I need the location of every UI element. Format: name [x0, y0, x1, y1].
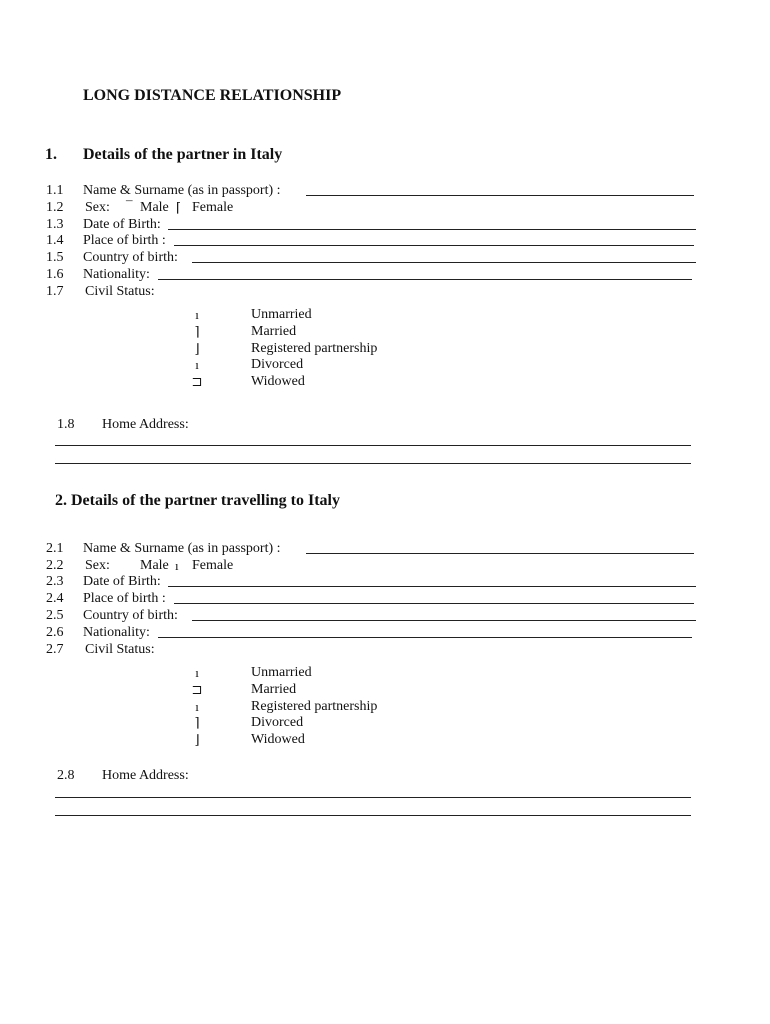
married-option: Married: [251, 682, 297, 697]
field-number: 1.4: [46, 233, 64, 248]
home-address-label: Home Address:: [102, 417, 189, 432]
civil-status-label: Civil Status:: [85, 642, 155, 657]
civil-status-label: Civil Status:: [85, 284, 155, 299]
home-address-field-line-2[interactable]: [55, 463, 691, 464]
sex-label: Sex:: [85, 200, 110, 215]
registered-partnership-option: Registered partnership: [251, 699, 378, 714]
unmarried-option: Unmarried: [251, 665, 312, 680]
sex-label: Sex:: [85, 558, 110, 573]
divorced-checkbox[interactable]: ⌉: [194, 715, 200, 730]
male-option-label: Male: [140, 200, 169, 215]
field-number: 2.4: [46, 591, 64, 606]
female-checkbox[interactable]: ı: [175, 558, 179, 573]
male-option-label: Male: [140, 558, 169, 573]
name-surname-field[interactable]: [306, 195, 694, 196]
field-number: 1.1: [46, 183, 64, 198]
place-of-birth-label: Place of birth :: [83, 591, 166, 606]
date-of-birth-label: Date of Birth:: [83, 574, 161, 589]
married-checkbox[interactable]: ⌉: [194, 324, 200, 339]
country-of-birth-field[interactable]: [192, 620, 696, 621]
field-number: 1.7: [46, 284, 64, 299]
nationality-field[interactable]: [158, 279, 692, 280]
field-number: 2.3: [46, 574, 64, 589]
name-surname-label: Name & Surname (as in passport) :: [83, 541, 281, 556]
field-number: 1.6: [46, 267, 64, 282]
female-option-label: Female: [192, 558, 234, 573]
home-address-field-line-1[interactable]: [55, 445, 691, 446]
field-number: 1.8: [57, 417, 75, 432]
field-number: 1.3: [46, 217, 64, 232]
married-option: Married: [251, 324, 297, 339]
home-address-field-line-1[interactable]: [55, 797, 691, 798]
section-1-number: 1.: [45, 146, 57, 163]
name-surname-field[interactable]: [306, 553, 694, 554]
nationality-field[interactable]: [158, 637, 692, 638]
date-of-birth-field[interactable]: [168, 586, 696, 587]
nationality-label: Nationality:: [83, 625, 150, 640]
widowed-option: Widowed: [251, 732, 305, 747]
male-checkbox[interactable]: ¯: [126, 198, 133, 213]
field-number: 2.6: [46, 625, 64, 640]
country-of-birth-label: Country of birth:: [83, 608, 178, 623]
home-address-field-line-2[interactable]: [55, 815, 691, 816]
date-of-birth-label: Date of Birth:: [83, 217, 161, 232]
country-of-birth-field[interactable]: [192, 262, 696, 263]
country-of-birth-label: Country of birth:: [83, 250, 178, 265]
unmarried-checkbox[interactable]: ı: [195, 307, 199, 322]
divorced-checkbox[interactable]: ı: [195, 357, 199, 372]
section-1-heading: Details of the partner in Italy: [83, 146, 283, 163]
field-number: 2.2: [46, 558, 64, 573]
place-of-birth-field[interactable]: [174, 603, 694, 604]
field-number: 1.5: [46, 250, 64, 265]
unmarried-checkbox[interactable]: ı: [195, 665, 199, 680]
home-address-label: Home Address:: [102, 768, 189, 783]
registered-partnership-checkbox[interactable]: ⌋: [194, 341, 200, 356]
field-number: 1.2: [46, 200, 64, 215]
widowed-checkbox[interactable]: ⌋: [194, 732, 200, 747]
form-title: LONG DISTANCE RELATIONSHIP: [83, 87, 342, 104]
unmarried-option: Unmarried: [251, 307, 312, 322]
married-checkbox[interactable]: ⊐: [191, 682, 203, 697]
date-of-birth-field[interactable]: [168, 229, 696, 230]
widowed-option: Widowed: [251, 374, 305, 389]
female-checkbox[interactable]: ⌈: [176, 200, 182, 215]
nationality-label: Nationality:: [83, 267, 150, 282]
divorced-option: Divorced: [251, 357, 304, 372]
divorced-option: Divorced: [251, 715, 304, 730]
widowed-checkbox[interactable]: ⊐: [191, 374, 203, 389]
field-number: 2.8: [57, 768, 75, 783]
field-number: 2.7: [46, 642, 64, 657]
field-number: 2.5: [46, 608, 64, 623]
female-option-label: Female: [192, 200, 234, 215]
registered-partnership-checkbox[interactable]: ı: [195, 699, 199, 714]
name-surname-label: Name & Surname (as in passport) :: [83, 183, 281, 198]
place-of-birth-field[interactable]: [174, 245, 694, 246]
section-2-heading: 2. Details of the partner travelling to Italy: [55, 492, 340, 509]
registered-partnership-option: Registered partnership: [251, 341, 378, 356]
place-of-birth-label: Place of birth :: [83, 233, 166, 248]
field-number: 2.1: [46, 541, 64, 556]
